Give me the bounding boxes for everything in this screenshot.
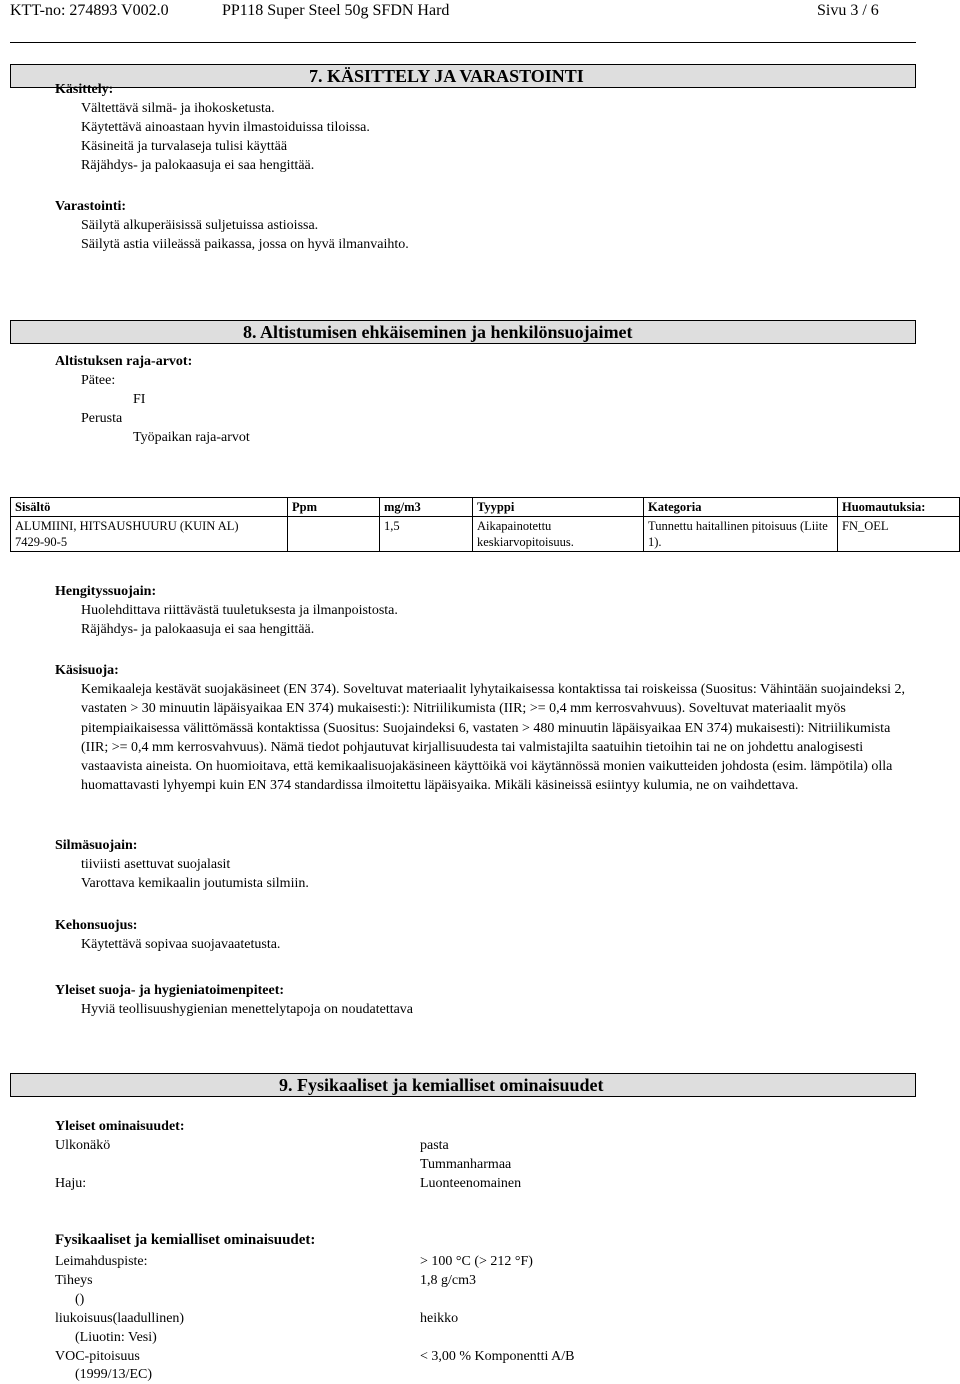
solubility-label: liukoisuus(laadullinen) xyxy=(55,1311,185,1326)
product-name: PP118 Super Steel 50g SFDN Hard xyxy=(222,2,450,19)
respiratory-line: Räjähdys- ja palokaasuja ei saa hengittää. xyxy=(81,622,315,637)
page-number: Sivu 3 / 6 xyxy=(817,2,879,19)
applies-label: Pätee: xyxy=(81,373,116,388)
hygiene-line: Hyviä teollisuushygienian menettelytapoja on noudatettava xyxy=(81,1002,414,1017)
respiratory-heading: Hengityssuojain: xyxy=(55,584,157,599)
physical-properties-heading: Fysikaaliset ja kemialliset ominaisuudet: xyxy=(55,1232,316,1248)
odor-value: Luonteenomainen xyxy=(420,1176,522,1191)
limits-heading: Altistuksen raja-arvot: xyxy=(55,354,193,369)
hygiene-heading: Yleiset suoja- ja hygieniatoimenpiteet: xyxy=(55,983,285,998)
basis-value: Työpaikan raja-arvot xyxy=(133,430,250,445)
column-header: Sisältö xyxy=(11,498,288,517)
storage-heading: Varastointi: xyxy=(55,199,127,214)
eye-protection-heading: Silmäsuojain: xyxy=(55,838,138,853)
appearance-value: pasta xyxy=(420,1138,449,1153)
basis-label: Perusta xyxy=(81,411,123,426)
column-header: mg/m3 xyxy=(380,498,473,517)
column-header: Ppm xyxy=(288,498,380,517)
voc-label: VOC-pitoisuus xyxy=(55,1349,140,1364)
remarks-cell: FN_OEL xyxy=(838,517,960,552)
substance-name: ALUMIINI, HITSAUSHUURU (KUIN AL) xyxy=(15,519,239,533)
flash-point-label: Leimahduspiste: xyxy=(55,1254,148,1269)
handling-line: Vältettävä silmä- ja ihokosketusta. xyxy=(81,101,275,116)
handling-line: Käytettävä ainoastaan hyvin ilmastoiduissa tiloissa. xyxy=(81,120,370,135)
doc-id: KTT-no: 274893 V002.0 xyxy=(10,2,169,19)
exposure-limits-table xyxy=(10,497,960,552)
handling-line: Käsineitä ja turvalaseja tulisi käyttää xyxy=(81,139,288,154)
density-label: Tiheys xyxy=(55,1273,93,1288)
ppm-cell xyxy=(288,517,380,552)
column-header: Kategoria xyxy=(644,498,838,517)
body-protection-line: Käytettävä sopivaa suojavaatetusta. xyxy=(81,937,281,952)
type-cell: Aikapainotettu keskiarvopitoisuus. xyxy=(473,517,644,552)
respiratory-line: Huolehdittava riittävästä tuuletuksesta ja ilmanpoistosta. xyxy=(81,603,398,618)
odor-label: Haju: xyxy=(55,1176,87,1191)
solubility-sub: (Liuotin: Vesi) xyxy=(75,1330,157,1345)
substance-cas: 7429-90-5 xyxy=(15,535,68,549)
section-7-title: 7. KÄSITTELY JA VARASTOINTI xyxy=(309,66,584,86)
handling-line: Räjähdys- ja palokaasuja ei saa hengittää. xyxy=(81,158,315,173)
table-header-row xyxy=(11,498,960,517)
applies-value: FI xyxy=(133,392,146,407)
table-row xyxy=(11,517,960,552)
general-properties-heading: Yleiset ominaisuudet: xyxy=(55,1119,185,1134)
section-8-title: 8. Altistumisen ehkäiseminen ja henkilönsuojaimet xyxy=(243,322,633,342)
section-9-title: 9. Fysikaaliset ja kemialliset ominaisuudet xyxy=(279,1075,604,1095)
appearance-label: Ulkonäkö xyxy=(55,1138,111,1153)
category-cell: Tunnettu haitallinen pitoisuus (Liite 1). xyxy=(644,517,838,552)
substance-cell xyxy=(11,517,288,552)
header-rule xyxy=(10,42,916,43)
column-header: Huomautuksia: xyxy=(838,498,960,517)
body-protection-heading: Kehonsuojus: xyxy=(55,918,138,933)
appearance-value: Tummanharmaa xyxy=(420,1157,512,1172)
storage-line: Säilytä alkuperäisissä suljetuissa astioissa. xyxy=(81,218,319,233)
solubility-value: heikko xyxy=(420,1311,459,1326)
hand-protection-heading: Käsisuoja: xyxy=(55,663,119,678)
handling-heading: Käsittely: xyxy=(55,82,114,97)
storage-line: Säilytä astia viileässä paikassa, jossa on hyvä ilmanvaihto. xyxy=(81,237,409,252)
column-header: Tyyppi xyxy=(473,498,644,517)
section-9-banner xyxy=(10,1073,916,1097)
voc-sub: (1999/13/EC) xyxy=(75,1367,152,1382)
eye-protection-line: tiiviisti asettuvat suojalasit xyxy=(81,857,231,872)
density-value: 1,8 g/cm3 xyxy=(420,1273,476,1288)
mgm3-cell: 1,5 xyxy=(380,517,473,552)
flash-point-value: > 100 °C (> 212 °F) xyxy=(420,1254,533,1269)
voc-value: < 3,00 % Komponentti A/B xyxy=(420,1349,575,1364)
density-sub: () xyxy=(75,1292,85,1307)
eye-protection-line: Varottava kemikaalin joutumista silmiin. xyxy=(81,876,309,891)
section-7-banner xyxy=(10,64,916,88)
section-8-banner xyxy=(10,320,916,344)
hand-protection-text: Kemikaaleja kestävät suojakäsineet (EN 374). Soveltuvat materiaalit lyhytaikaisessa kontaktissa tai roiskeissa (Suositus: Vähintään suojaindeksi 2, vastaten > 30 minuutin läpäisyaikaa EN 374) mukaisesti:): Nitriilikumista (IIR; >= 0,4 mm kerrosvahvuus). Soveltuvat materiaalit myös pitempiaikaisessa välittömässä kontaktissa (Suositus: Suojaindeksi 6, vastaten > 480 minuutin läpäisyaikaa EN 374) mukaisesti): Nitriilikumista (IIR; >= 0,4 mm kerrosvahvuus). Nämä tiedot pohjautuvat kirjallisuudesta tai valmistajilta saatuihin tietoihin tai ne on johdettu analogisesti vastaavista aineista. On huomioitava, että kemikaalisuojakäsineen käyttöikä voi käytännössä monien vaikutteiden johdosta (esim. lämpötila) olla huomattavasti lyhyempi kuin EN 374 standardissa ilmoitettu läpäisyaika. Mikäli käsineissä esiintyy kulumia, ne on vaihdettava. xyxy=(81,682,905,794)
